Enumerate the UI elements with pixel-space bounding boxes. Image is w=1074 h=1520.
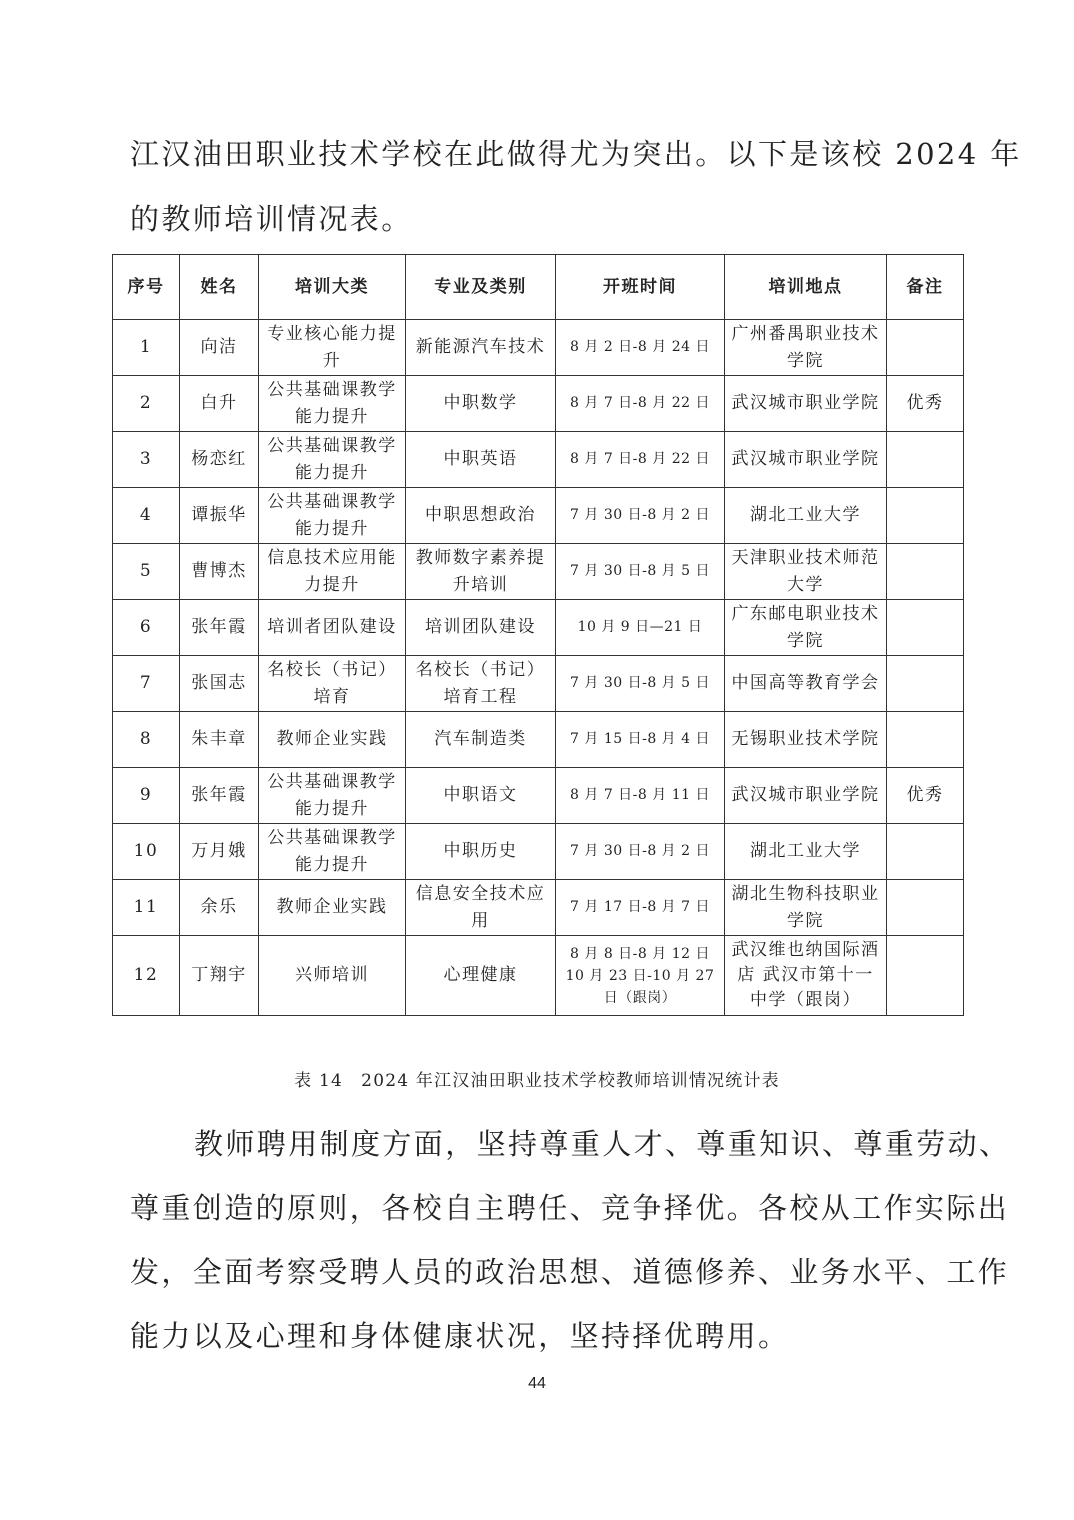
table-row	[113, 488, 964, 544]
table-row	[113, 432, 964, 488]
table-row	[113, 376, 964, 432]
cell-category: 名校长（书记）培育	[259, 656, 406, 712]
cell-place: 无锡职业技术学院	[725, 712, 887, 768]
cell-no: 3	[113, 432, 180, 488]
cell-no: 1	[113, 320, 180, 376]
cell-no: 10	[113, 824, 180, 880]
cell-name: 杨恋红	[180, 432, 259, 488]
cell-major: 心理健康	[406, 936, 556, 1016]
page-number: 44	[528, 1375, 546, 1392]
header-name: 姓名	[180, 255, 259, 320]
header-no: 序号	[113, 255, 180, 320]
teacher-training-table	[112, 254, 964, 1016]
body-line-2: 尊重创造的原则，各校自主聘任、竞争择优。各校从工作实际出	[130, 1191, 1010, 1225]
cell-major: 汽车制造类	[406, 712, 556, 768]
header-major: 专业及类别	[406, 255, 556, 320]
header-time: 开班时间	[556, 255, 725, 320]
cell-time: 8 月 7 日-8 月 11 日	[556, 768, 725, 824]
cell-note: 优秀	[887, 768, 964, 824]
cell-name: 丁翔宇	[180, 936, 259, 1016]
cell-name: 谭振华	[180, 488, 259, 544]
cell-no: 11	[113, 880, 180, 936]
table-caption: 表 14 2024 年江汉油田职业技术学校教师培训情况统计表	[294, 1071, 780, 1091]
body-paragraph	[130, 1112, 1011, 1368]
cell-time: 8 月 7 日-8 月 22 日	[556, 376, 725, 432]
cell-major: 新能源汽车技术	[406, 320, 556, 376]
cell-place: 湖北工业大学	[725, 824, 887, 880]
cell-major: 名校长（书记）培育工程	[406, 656, 556, 712]
table-row	[113, 712, 964, 768]
header-place: 培训地点	[725, 255, 887, 320]
cell-time: 8 月 7 日-8 月 22 日	[556, 432, 725, 488]
cell-name: 张国志	[180, 656, 259, 712]
cell-note	[887, 320, 964, 376]
cell-name: 朱丰章	[180, 712, 259, 768]
cell-major: 中职思想政治	[406, 488, 556, 544]
cell-major: 中职历史	[406, 824, 556, 880]
cell-time: 7 月 30 日-8 月 5 日	[556, 544, 725, 600]
body-line-1: 教师聘用制度方面，坚持尊重人才、尊重知识、尊重劳动、	[194, 1127, 1011, 1161]
cell-place: 广州番禺职业技术学院	[725, 320, 887, 376]
cell-major: 教师数字素养提升培训	[406, 544, 556, 600]
cell-note	[887, 936, 964, 1016]
cell-no: 5	[113, 544, 180, 600]
cell-name: 曹博杰	[180, 544, 259, 600]
table-row	[113, 320, 964, 376]
intro-paragraph	[130, 122, 1022, 252]
cell-place: 武汉城市职业学院	[725, 432, 887, 488]
header-note: 备注	[887, 255, 964, 320]
cell-place: 武汉维也纳国际酒店 武汉市第十一中学（跟岗）	[725, 936, 887, 1016]
cell-name: 万月娥	[180, 824, 259, 880]
cell-no: 9	[113, 768, 180, 824]
cell-time: 7 月 15 日-8 月 4 日	[556, 712, 725, 768]
table-row	[113, 544, 964, 600]
cell-note	[887, 432, 964, 488]
cell-major: 中职语文	[406, 768, 556, 824]
cell-category: 培训者团队建设	[259, 600, 406, 656]
cell-note	[887, 544, 964, 600]
cell-no: 6	[113, 600, 180, 656]
cell-category: 公共基础课教学能力提升	[259, 488, 406, 544]
cell-time: 8 月 8 日-8 月 12 日 10 月 23 日-10 月 27 日（跟岗）	[556, 936, 725, 1016]
table-row	[113, 880, 964, 936]
cell-note	[887, 488, 964, 544]
table-row	[113, 824, 964, 880]
cell-note	[887, 880, 964, 936]
cell-place: 湖北工业大学	[725, 488, 887, 544]
cell-category: 教师企业实践	[259, 880, 406, 936]
table-row	[113, 936, 964, 1016]
cell-major: 中职数学	[406, 376, 556, 432]
cell-place: 天津职业技术师范大学	[725, 544, 887, 600]
table-row	[113, 656, 964, 712]
cell-no: 2	[113, 376, 180, 432]
cell-major: 中职英语	[406, 432, 556, 488]
cell-time: 7 月 30 日-8 月 5 日	[556, 656, 725, 712]
cell-no: 12	[113, 936, 180, 1016]
cell-name: 向洁	[180, 320, 259, 376]
table-row	[113, 600, 964, 656]
cell-no: 7	[113, 656, 180, 712]
cell-name: 余乐	[180, 880, 259, 936]
body-line-4: 能力以及心理和身体健康状况，坚持择优聘用。	[130, 1319, 790, 1353]
cell-time: 7 月 30 日-8 月 2 日	[556, 488, 725, 544]
cell-category: 公共基础课教学能力提升	[259, 824, 406, 880]
cell-category: 专业核心能力提升	[259, 320, 406, 376]
cell-category: 公共基础课教学能力提升	[259, 768, 406, 824]
cell-place: 武汉城市职业学院	[725, 768, 887, 824]
cell-time: 7 月 30 日-8 月 2 日	[556, 824, 725, 880]
cell-place: 湖北生物科技职业学院	[725, 880, 887, 936]
intro-line-2: 的教师培训情况表。	[130, 202, 413, 236]
cell-time: 7 月 17 日-8 月 7 日	[556, 880, 725, 936]
cell-note	[887, 656, 964, 712]
header-category: 培训大类	[259, 255, 406, 320]
cell-place: 中国高等教育学会	[725, 656, 887, 712]
table-row	[113, 768, 964, 824]
cell-note	[887, 824, 964, 880]
cell-category: 信息技术应用能力提升	[259, 544, 406, 600]
cell-category: 教师企业实践	[259, 712, 406, 768]
intro-line-1: 江汉油田职业技术学校在此做得尤为突出。以下是该校 2024 年	[130, 137, 1022, 171]
cell-no: 4	[113, 488, 180, 544]
cell-no: 8	[113, 712, 180, 768]
cell-time: 10 月 9 日—21 日	[556, 600, 725, 656]
cell-category: 公共基础课教学能力提升	[259, 376, 406, 432]
cell-note	[887, 600, 964, 656]
cell-major: 培训团队建设	[406, 600, 556, 656]
body-line-3: 发，全面考察受聘人员的政治思想、道德修养、业务水平、工作	[130, 1255, 1010, 1289]
cell-category: 兴师培训	[259, 936, 406, 1016]
cell-name: 张年霞	[180, 768, 259, 824]
cell-place: 广东邮电职业技术学院	[725, 600, 887, 656]
cell-place: 武汉城市职业学院	[725, 376, 887, 432]
cell-time: 8 月 2 日-8 月 24 日	[556, 320, 725, 376]
cell-name: 张年霞	[180, 600, 259, 656]
table-header-row	[113, 255, 964, 320]
cell-name: 白升	[180, 376, 259, 432]
cell-note	[887, 712, 964, 768]
cell-category: 公共基础课教学能力提升	[259, 432, 406, 488]
cell-major: 信息安全技术应用	[406, 880, 556, 936]
cell-note: 优秀	[887, 376, 964, 432]
